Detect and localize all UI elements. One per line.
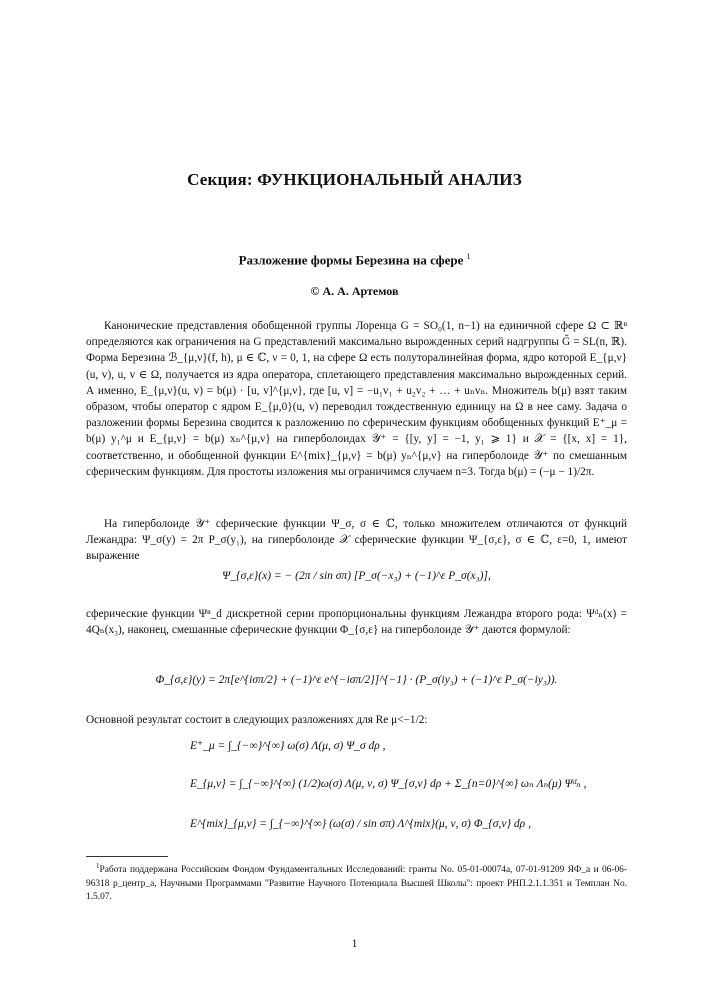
footnote-text: Работа поддержана Российским Фондом Фундаментальных Исследований: гранты No. 05-01-00074a, 07-01-91209 ЯФ_a и 06-06-96318 р_центр_a, Научными Программами "Развитие Научного Потенциала Высшей Школы": проект РНП.2.1.1.351 и Темплан No. 1.5.07. xyxy=(86,865,627,903)
paragraph-discrete-series: сферические функции Ψⁿ_d дискретной серии пропорциональны функциям Лежандра второго рода: Ψᵈₙ(x) = 4Qₙ(x₃), наконец, смешанные сферические функции Φ_{σ,ε} на гиперболоиде 𝒴⁺ даются формулой: xyxy=(86,608,627,637)
formula-e-mu-nu: E_{μ,ν} = ∫_{−∞}^{∞} (1/2)ω(σ) Λ(μ, ν, σ) Ψ_{σ,ν} dρ + Σ_{n=0}^{∞} ωₙ Λₙ(μ) Ψᵈₙ , xyxy=(190,778,587,790)
paragraph-hyperboloid xyxy=(86,516,627,565)
formula-phi-sigma-epsilon: Φ_{σ,ε}(y) = 2π[e^{iσπ/2} + (−1)^ε e^{−iσπ/2}]^{−1} · (P_σ(iy₃) + (−1)^ε P_σ(−iy₃)). xyxy=(155,674,558,686)
footnote-mark: 1 xyxy=(96,862,100,870)
article-title xyxy=(0,252,709,268)
paragraph-intro xyxy=(86,318,627,480)
paragraph-1-text: Канонические представления обобщенной группы Лоренца G = SO₀(1, n−1) на единичной сфере Ω ⊂ ℝⁿ определяются как ограничения на G представлений максимально вырожденных серий надгруппы G̃ = SL(n, ℝ). Форма Березина ℬ_{μ,ν}(f, h), μ ∈ ℂ, ν = 0, 1, на сфере Ω есть полуторалинейная форма, ядро которой E_{μ,ν}(u, v), u, v ∈ Ω, получается из ядра оператора, сплетающего представления максимально вырожденных серий. А именно, E_{μ,ν}(u, v) = b(μ) · [u, v]^{μ,ν}, где [u, v] = −u₁v₁ + u₂v₂ + … + uₙvₙ. Множитель b(μ) взят таким образом, чтобы оператор с ядром E_{μ,0}(u, v) переводил тождественную единицу на Ω в нее саму. Задача о разложении формы Березина сводится к разложению по сферическим функциям обобщенных функций E⁺_μ = b(μ) y₁^μ и E_{μ,ν} = b(μ) xₙ^{μ,ν} на гиперболоидах 𝒴⁺ = {[y, y] = −1, y₁ ⩾ 1} и 𝒳 = {[x, x] = 1}, соответственно, и обобщенной функции E^{mix}_{μ,ν} = b(μ) yₙ^{μ,ν} на гиперболоиде 𝒴⁺ по смешанным сферическим функциям. Для простоты изложения мы ограничимся случаем n=3. Тогда b(μ) = (−μ − 1)/2π. xyxy=(86,320,627,478)
paragraph-2-text: На гиперболоиде 𝒴⁺ сферические функции Ψ_σ, σ ∈ ℂ, только множителем отличаются от функций Лежандра: Ψ_σ(y) = 2π P_σ(y₁), на гиперболоиде 𝒳 сферические функции Ψ_{σ,ε}, σ ∈ ℂ, ε=0, 1, имеют выражение xyxy=(86,518,627,563)
page-number: 1 xyxy=(351,938,358,950)
paragraph-main-result: Основной результат состоит в следующих разложениях для Re μ<−1/2: xyxy=(86,714,428,726)
article-title-text: Разложение формы Березина на сфере xyxy=(238,252,464,268)
formula-e-plus: E⁺_μ = ∫_{−∞}^{∞} ω(σ) Λ(μ, σ) Ψ_σ dρ , xyxy=(190,740,386,752)
formula-e-mix: E^{mix}_{μ,ν} = ∫_{−∞}^{∞} (ω(σ) / sin σπ) Λ^{mix}(μ, ν, σ) Φ_{σ,ν} dρ , xyxy=(190,818,531,830)
footnote-divider xyxy=(86,856,168,857)
footnote xyxy=(86,860,627,905)
section-title: Секция: ФУНКЦИОНАЛЬНЫЙ АНАЛИЗ xyxy=(187,170,522,189)
author-line: © А. А. Артемов xyxy=(310,284,399,298)
formula-psi-sigma-epsilon: Ψ_{σ,ε}(x) = − (2π / sin σπ) [P_σ(−x₃) + (−1)^ε P_σ(x₃)], xyxy=(222,570,491,582)
article-footnote-mark: 1 xyxy=(466,252,471,261)
